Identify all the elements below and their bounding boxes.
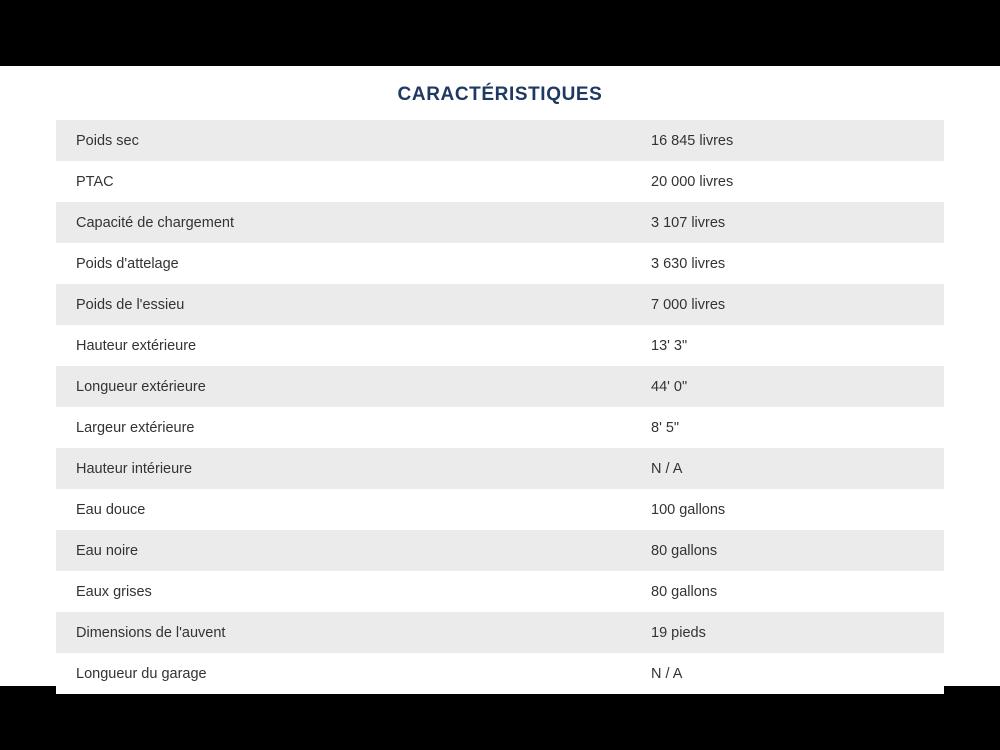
- spec-label: Poids sec: [76, 132, 139, 149]
- table-row: [56, 243, 944, 284]
- spec-value: 3 107 livres: [651, 214, 726, 231]
- spec-label: Dimensions de l'auvent: [76, 624, 226, 641]
- table-row: [56, 161, 944, 202]
- page-title: CARACTÉRISTIQUES: [397, 84, 603, 105]
- table-row: [56, 202, 944, 243]
- spec-value: 3 630 livres: [651, 255, 726, 272]
- spec-value: 7 000 livres: [651, 296, 726, 313]
- spec-label: Longueur du garage: [76, 665, 207, 682]
- table-row: [56, 120, 944, 161]
- spec-label: Poids d'attelage: [76, 255, 179, 272]
- specifications-table: [56, 120, 944, 694]
- spec-value: N / A: [651, 665, 683, 682]
- spec-label: Eau noire: [76, 542, 139, 559]
- table-row: [56, 366, 944, 407]
- spec-value: 20 000 livres: [651, 173, 734, 190]
- spec-label: Largeur extérieure: [76, 419, 195, 436]
- spec-value: 16 845 livres: [651, 132, 734, 149]
- spec-value: 44' 0": [651, 378, 688, 395]
- table-row: [56, 653, 944, 694]
- spec-label: Capacité de chargement: [76, 214, 234, 231]
- table-row: [56, 448, 944, 489]
- spec-value: 80 gallons: [651, 542, 718, 559]
- spec-label: Eau douce: [76, 501, 146, 518]
- spec-label: Longueur extérieure: [76, 378, 206, 395]
- spec-label: Poids de l'essieu: [76, 296, 185, 313]
- spec-value: 100 gallons: [651, 501, 726, 518]
- specifications-table-body: [56, 120, 944, 694]
- spec-value: 80 gallons: [651, 583, 718, 600]
- spec-value: 13' 3": [651, 337, 688, 354]
- table-row: [56, 489, 944, 530]
- spec-label: Eaux grises: [76, 583, 152, 600]
- table-row: [56, 407, 944, 448]
- spec-value: 8' 5": [651, 419, 680, 436]
- table-row: [56, 325, 944, 366]
- spec-value: 19 pieds: [651, 624, 706, 641]
- table-row: [56, 571, 944, 612]
- spec-label: PTAC: [76, 173, 114, 190]
- table-row: [56, 612, 944, 653]
- specifications-panel: [0, 66, 1000, 686]
- table-row: [56, 530, 944, 571]
- spec-value: N / A: [651, 460, 683, 477]
- spec-label: Hauteur intérieure: [76, 460, 193, 477]
- table-row: [56, 284, 944, 325]
- spec-label: Hauteur extérieure: [76, 337, 197, 354]
